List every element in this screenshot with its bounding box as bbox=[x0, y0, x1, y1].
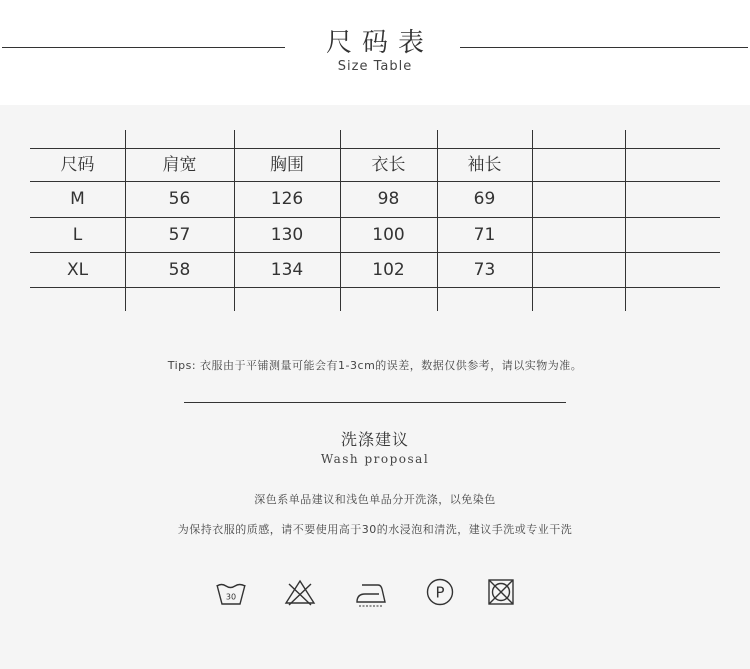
table-cell: 71 bbox=[473, 225, 496, 245]
table-cell: 98 bbox=[377, 189, 400, 209]
wash-subtitle: Wash proposal bbox=[320, 452, 430, 466]
table-cell: 134 bbox=[270, 260, 304, 280]
table-cell: 56 bbox=[168, 189, 191, 209]
care-icons bbox=[0, 575, 750, 609]
dry-clean-p-icon bbox=[423, 575, 457, 609]
no-tumble-dry-icon bbox=[484, 575, 518, 609]
wash-line-1: 深色系单品建议和浅色单品分开洗涤，以免染色 bbox=[254, 493, 496, 506]
table-cell: 100 bbox=[372, 225, 405, 245]
table-cell: 57 bbox=[168, 225, 191, 245]
table-column-rule bbox=[532, 130, 533, 311]
table-header-cell: 袖长 bbox=[467, 155, 502, 175]
table-cell: L bbox=[72, 225, 83, 245]
table-column-rule bbox=[625, 130, 626, 311]
wash-title: 洗涤建议 bbox=[340, 430, 409, 449]
wash-30-icon bbox=[214, 575, 248, 609]
table-cell: XL bbox=[66, 260, 89, 280]
content-panel bbox=[0, 105, 750, 669]
table-cell: 130 bbox=[270, 225, 304, 245]
section-divider bbox=[184, 402, 566, 403]
dry-clean-label: P bbox=[435, 583, 445, 602]
table-cell: 126 bbox=[270, 189, 304, 209]
tips-text: Tips: 衣服由于平铺测量可能会有1-3cm的误差，数据仅供参考，请以实物为准。 bbox=[167, 359, 583, 372]
table-cell: 69 bbox=[473, 189, 496, 209]
table-header-cell: 衣长 bbox=[371, 155, 406, 175]
table-header-cell: 胸围 bbox=[270, 155, 304, 175]
table-cell: 73 bbox=[473, 260, 496, 280]
table-cell: M bbox=[70, 189, 85, 209]
size-table-title: 尺码表 bbox=[325, 28, 434, 58]
table-header-cell: 尺码 bbox=[60, 155, 95, 175]
table-row-rule bbox=[30, 287, 720, 288]
table-cell: 102 bbox=[372, 260, 405, 280]
wash-temp-label: 30 bbox=[225, 592, 237, 602]
size-table-header bbox=[0, 0, 750, 105]
size-table-subtitle: Size Table bbox=[337, 59, 413, 74]
table-header-cell: 肩宽 bbox=[162, 155, 197, 175]
wash-line-2: 为保持衣服的质感，请不要使用高于30的水浸泡和清洗，建议手洗或专业干洗 bbox=[177, 523, 573, 536]
table-cell: 58 bbox=[168, 260, 191, 280]
iron-low-icon bbox=[354, 575, 388, 609]
no-bleach-icon bbox=[283, 575, 317, 609]
